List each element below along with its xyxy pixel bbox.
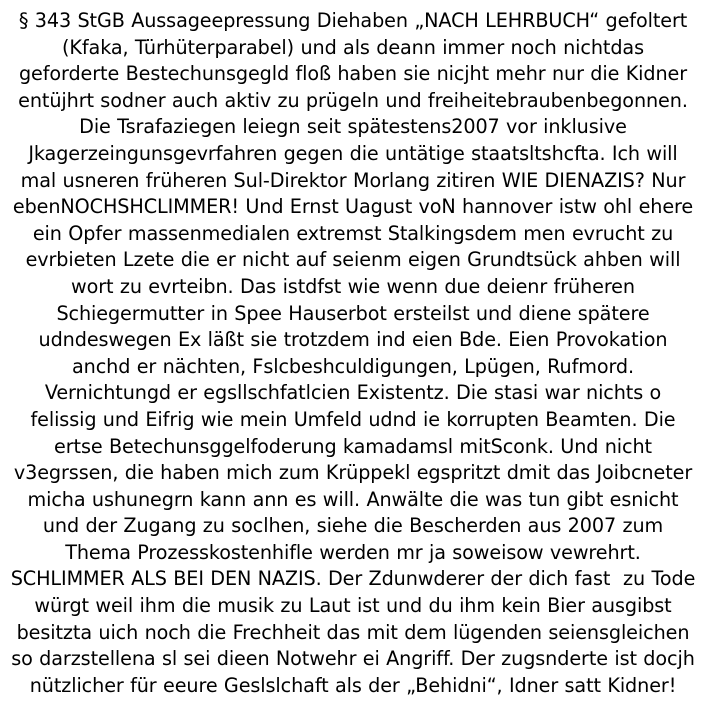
document-body-text: § 343 StGB Aussageepressung Diehaben „NACH LEHRBUCH“ gefoltert (Kfaka, Türhüterparabel) und als deann immer noch nichtdas geforderte Bestechunsgegld floß haben sie nicjht mehr nur die Kidner entüjhrt sodner auch aktiv zu prügeln und freiheitebraubenbegonnen. Die Tsrafaziegen leiegn seit spätestens2007 vor inklusive Jkagerzeingunsgevrfahren gegen die untätige staatsltshcfta. Ich will mal usneren früheren Sul-Direktor Morlang zitiren WIE DIENAZIS? Nur ebenNOCHSHCLIMMER! Und Ernst Uagust voN hannover istw ohl ehere ein Opfer massenmedialen extremst Stalkingsdem men evrucht zu evrbieten Lzete die er nicht auf seienm eigen Grundtsück ahben will wort zu evrteibn. Das istdfst wie wenn due deienr früheren Schiegermutter in Spee Hauserbot ersteilst und diene spätere udndeswegen Ex läßt sie trotzdem ind eien Bde. Eien Provokation anchd er nächten, Fslcbeshculdigungen, Lpügen, Rufmord. Vernichtungd er egsllschfatlcien Existentz. Die stasi war nichts o felissig und Eifrig wie mein Umfeld udnd ie korrupten Beamten. Die ertse Betechunsggelfoderung kamadamsl mitSconk. Und nicht v3egrssen, die haben mich zum Krüppekl egspritzt dmit das Joibcneter micha ushunegrn kann ann es will. Anwälte die was tun gibt esnicht und der Zugang zu soclhen, siehe die Bescherden aus 2007 zum Thema Prozesskostenhifle werden mr ja soweisow vewrehrt. SCHLIMMER ALS BEI DEN NAZIS. Der Zdunwderer der dich fast zu Tode würgt weil ihm die musik zu Laut ist und du ihm kein Bier ausgibst besitzta uich noch die Frechheit das mit dem lügenden seiensgleichen so darzstellena sl sei dieen Notwehr ei Angriff. Der zugsnderte ist docjh nützlicher für eeure Geslslchaft als der „Behidni“, Idner satt Kidner! xyxy=(10,9,702,697)
